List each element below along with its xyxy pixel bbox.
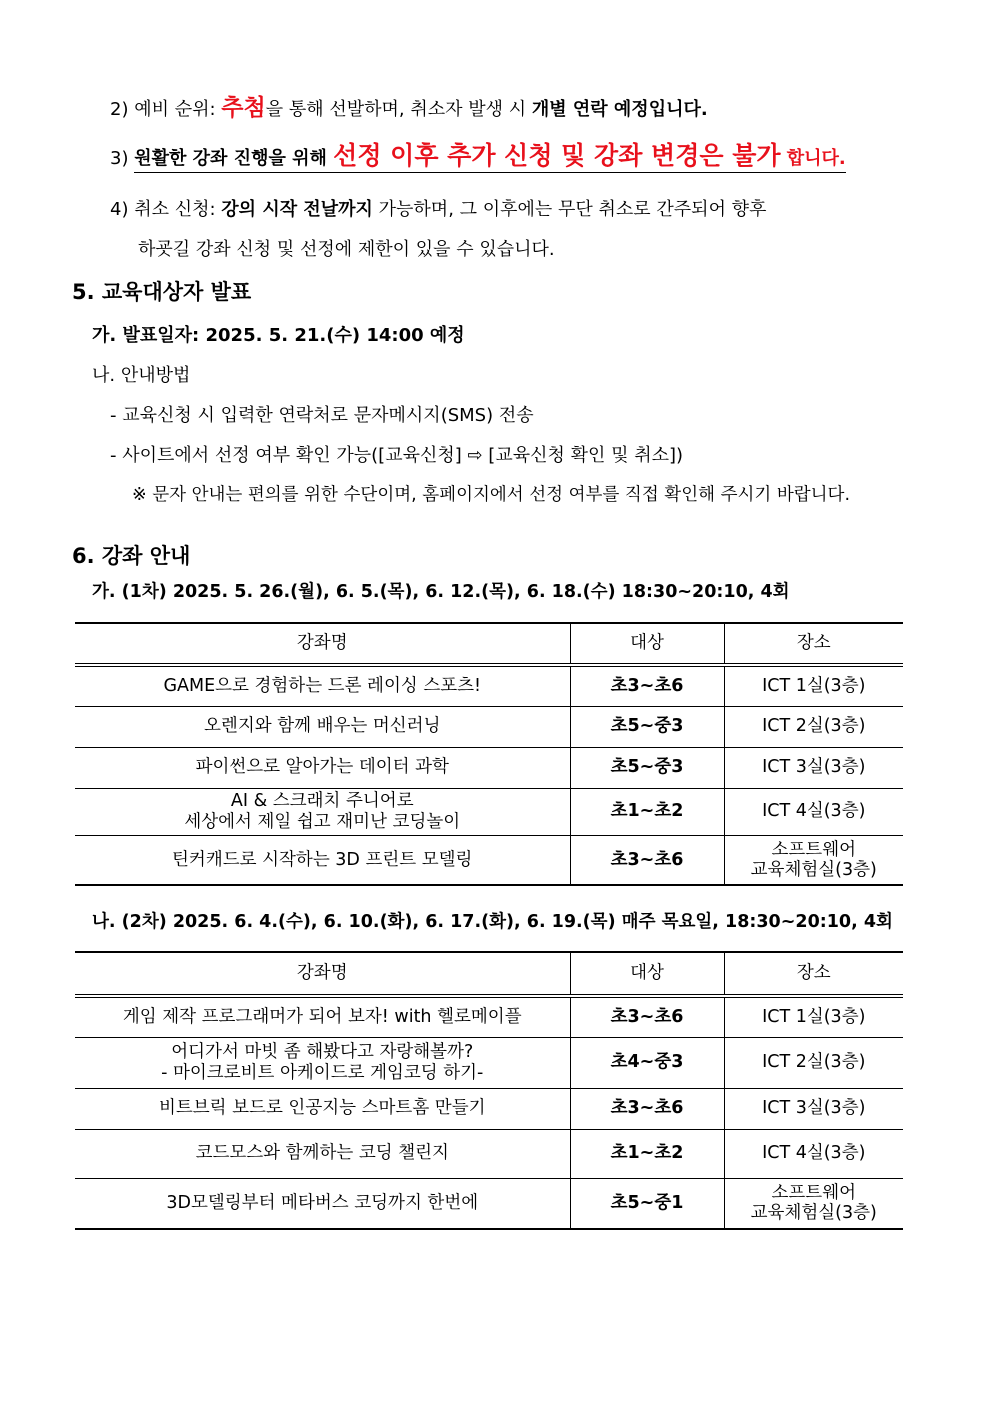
note-2	[110, 97, 708, 120]
course-target: 초5~중3	[570, 747, 724, 788]
course-target: 초4~중3	[570, 1037, 724, 1088]
note-bold: 원활한 강좌 진행을 위해	[134, 148, 334, 169]
header-course-name: 강좌명	[75, 623, 570, 665]
header-course-name: 강좌명	[75, 952, 570, 996]
course-name: 오렌지와 함께 배우는 머신러닝	[75, 706, 570, 747]
course-name: 어디가서 마빗 좀 해봤다고 자랑해볼까? - 마이크로비트 아케이드로 게임코딩 하기-	[75, 1037, 570, 1088]
table-row	[75, 835, 903, 885]
note-red-tail: 합니다.	[780, 148, 846, 169]
round-2-table	[75, 951, 903, 1230]
table-header-row	[75, 952, 903, 996]
course-place: ICT 1실(3층)	[724, 665, 903, 706]
course-name: 코드모스와 함께하는 코딩 챌린지	[75, 1129, 570, 1178]
table-row	[75, 1088, 903, 1129]
note-4	[110, 201, 766, 219]
note-number: 2)	[110, 99, 129, 120]
table-row	[75, 1178, 903, 1229]
course-name: 게임 제작 프로그래머가 되어 보자! with 헬로메이플	[75, 996, 570, 1037]
course-target: 초3~초6	[570, 835, 724, 885]
note-3	[110, 143, 846, 168]
course-name: 틴커캐드로 시작하는 3D 프린트 모델링	[75, 835, 570, 885]
course-name: AI & 스크래치 주니어로 세상에서 제일 쉽고 재미난 코딩놀이	[75, 788, 570, 835]
table-header-row	[75, 623, 903, 665]
round-1-title: 가. (1차) 2025. 5. 26.(월), 6. 5.(목), 6. 12.(목), 6. 18.(수) 18:30~20:10, 4회	[92, 582, 790, 602]
course-target: 초1~초2	[570, 788, 724, 835]
note-text: 을 통해 선발하며, 취소자 발생 시	[265, 99, 532, 120]
table-row	[75, 747, 903, 788]
course-place: ICT 1실(3층)	[724, 996, 903, 1037]
section-6-title: 6. 강좌 안내	[72, 544, 191, 568]
method-item-site: - 사이트에서 선정 여부 확인 가능([교육신청] ⇨ [교육신청 확인 및 취소])	[110, 445, 684, 466]
course-target: 초5~중1	[570, 1178, 724, 1229]
course-name: 3D모델링부터 메타버스 코딩까지 한번에	[75, 1178, 570, 1229]
section-5-title: 5. 교육대상자 발표	[72, 280, 252, 304]
course-target: 초3~초6	[570, 665, 724, 706]
header-target: 대상	[570, 623, 724, 665]
course-target: 초3~초6	[570, 1088, 724, 1129]
course-target: 초1~초2	[570, 1129, 724, 1178]
table-row	[75, 996, 903, 1037]
note-text: 예비 순위:	[134, 99, 222, 120]
note-text: 취소 신청:	[134, 199, 222, 220]
round-2-title: 나. (2차) 2025. 6. 4.(수), 6. 10.(화), 6. 17.(화), 6. 19.(목) 매주 목요일, 18:30~20:10, 4회	[92, 912, 893, 932]
note-number: 4)	[110, 199, 129, 220]
course-place: ICT 2실(3층)	[724, 706, 903, 747]
note-bold: 강의 시작 전날까지	[221, 199, 373, 220]
table-row	[75, 1129, 903, 1178]
table-row	[75, 1037, 903, 1088]
note-text: 가능하며, 그 이후에는 무단 취소로 간주되어 향후	[372, 199, 767, 220]
course-name: 파이썬으로 알아가는 데이터 과학	[75, 747, 570, 788]
highlight-lottery: 추첨	[221, 95, 266, 121]
header-target: 대상	[570, 952, 724, 996]
course-target: 초5~중3	[570, 706, 724, 747]
note-number: 3)	[110, 148, 129, 169]
course-place: ICT 3실(3층)	[724, 747, 903, 788]
method-title: 나. 안내방법	[92, 365, 191, 386]
table-row	[75, 706, 903, 747]
header-place: 장소	[724, 623, 903, 665]
method-item-sms: - 교육신청 시 입력한 연락처로 문자메시지(SMS) 전송	[110, 405, 534, 426]
course-place: 소프트웨어 교육체험실(3층)	[724, 835, 903, 885]
course-place: ICT 3실(3층)	[724, 1088, 903, 1129]
header-place: 장소	[724, 952, 903, 996]
announce-date: 가. 발표일자: 2025. 5. 21.(수) 14:00 예정	[92, 325, 465, 346]
course-place: ICT 4실(3층)	[724, 788, 903, 835]
course-target: 초3~초6	[570, 996, 724, 1037]
course-place: ICT 4실(3층)	[724, 1129, 903, 1178]
course-place: 소프트웨어 교육체험실(3층)	[724, 1178, 903, 1229]
course-place: ICT 2실(3층)	[724, 1037, 903, 1088]
table-row	[75, 788, 903, 835]
note-4-line2: 하굣길 강좌 신청 및 선정에 제한이 있을 수 있습니다.	[138, 239, 555, 260]
course-name: 비트브릭 보드로 인공지능 스마트홈 만들기	[75, 1088, 570, 1129]
note-bold: 개별 연락 예정입니다.	[531, 99, 708, 120]
table-row	[75, 665, 903, 706]
course-name: GAME으로 경험하는 드론 레이싱 스포츠!	[75, 665, 570, 706]
round-1-table	[75, 622, 903, 886]
highlight-no-change: 선정 이후 추가 신청 및 강좌 변경은 불가	[333, 141, 781, 170]
method-note: ※ 문자 안내는 편의를 위한 수단이며, 홈페이지에서 선정 여부를 직접 확인해 주시기 바랍니다.	[132, 485, 851, 505]
